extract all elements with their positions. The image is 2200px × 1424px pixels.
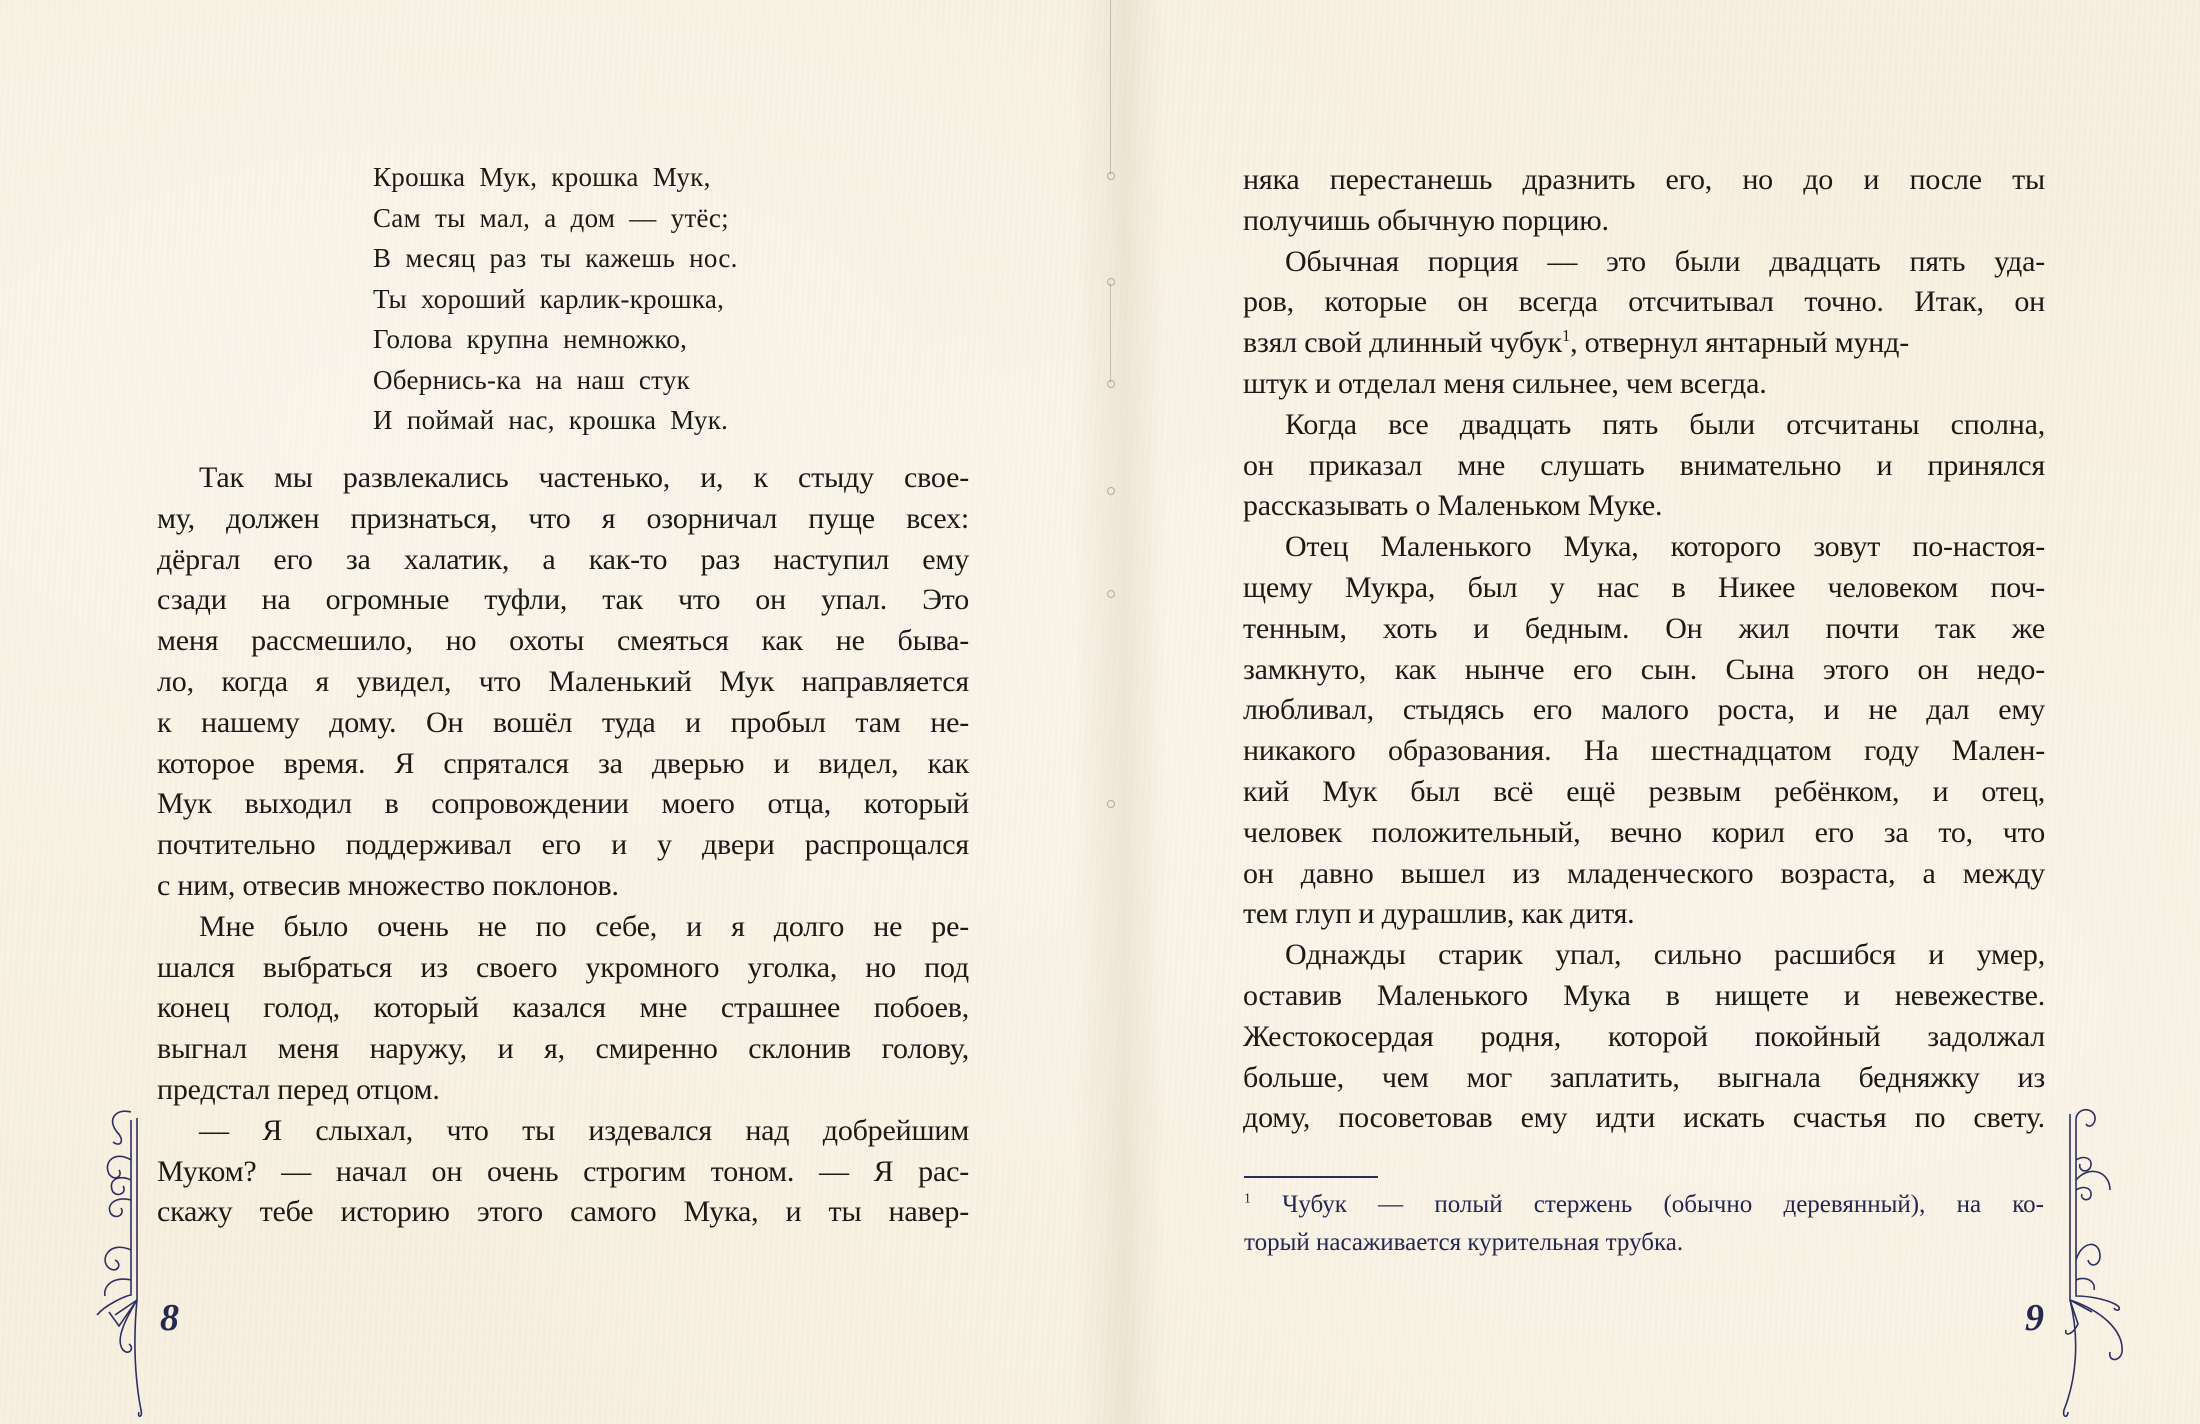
text-line: никакого образования. На шестнадцатом году Мален- (1243, 734, 2045, 768)
text-line: Отец Маленького Мука, которого зовут по-настоя- (1285, 530, 2045, 564)
verse-line: Обернись-ка на наш стук (373, 364, 691, 395)
text-line: — Я слыхал, что ты издевался над добрейшим (199, 1113, 969, 1147)
text-line: рассказывать о Маленьком Муке. (1243, 489, 1663, 523)
text-line: сзади на огромные туфли, так что он упал. Это (157, 583, 969, 617)
text-line: му, должен признаться, что я озорничал пуще всех: (157, 501, 969, 535)
verse-line: Ты хороший карлик-крошка, (373, 283, 725, 314)
binding-thread (1110, 0, 1111, 175)
text-line: тенным, хоть и бедным. Он жил почти так же (1243, 611, 2045, 645)
footnote-text: Чубук — полый стержень (обычно деревянный), на ко- (1282, 1191, 2045, 1218)
binding-stitch (1107, 590, 1115, 598)
text-line: почтительно поддерживал его и у двери распрощался (157, 828, 969, 862)
binding-stitch (1107, 380, 1115, 388)
text-line: которое время. Я спрятался за дверью и видел, как (157, 746, 969, 780)
text-line: Однажды старик упал, сильно расшибся и умер, (1285, 938, 2045, 972)
text-line: он приказал мне слушать внимательно и принялся (1243, 448, 2045, 482)
text-fragment: , отвернул янтарный мунд- (1570, 326, 1910, 360)
footnote-reference[interactable]: 1 (1562, 326, 1571, 346)
text-line: Когда все двадцать пять были отсчитаны сполна, (1285, 407, 2045, 441)
text-line: ров, которые он всегда отсчитывал точно. Итак, он (1243, 285, 2045, 319)
text-line: с ним, отвесив множество поклонов. (157, 868, 619, 902)
text-line: Мук выходил в сопровождении моего отца, который (157, 787, 969, 821)
binding-stitch (1107, 278, 1115, 286)
flourish-ornament-left (95, 1100, 185, 1420)
text-line: щему Мукра, был у нас в Никее человеком поч- (1243, 570, 2045, 604)
footnote-line: торый насаживается курительная трубка. (1244, 1229, 1684, 1256)
verse-line: И поймай нас, крошка Мук. (373, 405, 729, 435)
right-page (1120, 0, 2200, 1424)
text-line: любливал, стыдясь его малого роста, и не дал ему (1243, 693, 2045, 727)
text-line: штук и отделал меня сильнее, чем всегда. (1243, 366, 1767, 400)
text-line: скажу тебе историю этого самого Мука, и ты навер- (157, 1195, 969, 1229)
body-text (157, 458, 969, 1233)
text-line: человек положительный, вечно корил его за то, что (1243, 815, 2045, 849)
body-text (1243, 160, 2045, 1139)
text-line: дому, посоветовав ему идти искать счастья по свету. (1243, 1101, 2045, 1135)
page-number: 9 (2025, 1297, 2044, 1339)
binding-stitch (1107, 800, 1115, 808)
text-line: Мне было очень не по себе, и я долго не ре- (199, 909, 969, 943)
footnote-marker: 1 (1244, 1190, 1251, 1206)
text-line: он давно вышел из младенческого возраста, а между (1243, 856, 2045, 890)
text-line: няка перестанешь дразнить его, но до и после ты (1243, 163, 2045, 196)
footnote-divider (1244, 1176, 1378, 1178)
text-line: к нашему дому. Он вошёл туда и пробыл там не- (157, 705, 969, 739)
text-line: Обычная порция — это были двадцать пять уда- (1285, 244, 2045, 278)
text-line: конец голод, который казался мне страшнее побоев, (157, 991, 969, 1025)
flourish-ornament-right (2060, 1100, 2150, 1420)
footnote (1244, 1186, 2044, 1262)
text-line: предстал перед отцом. (157, 1072, 440, 1106)
text-fragment: взял свой длинный чубук (1243, 326, 1563, 360)
text-line: ло, когда я увидел, что Маленький Мук направляется (157, 664, 969, 698)
text-line: выгнал меня наружу, и я, смиренно склонив голову, (157, 1032, 969, 1066)
binding-stitch (1107, 487, 1115, 495)
verse-line: Крошка Мук, крошка Мук, (373, 162, 711, 192)
text-line: шался выбраться из своего укромного уголка, но под (157, 950, 969, 984)
text-line: Муком? — начал он очень строгим тоном. — Я рас- (157, 1154, 969, 1188)
text-line: кий Мук был всё ещё резвым ребёнком, и отец, (1243, 774, 2045, 808)
text-line: Так мы развлекались частенько, и, к стыду свое- (199, 461, 969, 494)
text-line (1243, 323, 2045, 364)
footnote-line (1244, 1186, 2044, 1224)
text-line: меня рассмешило, но охоты смеяться как не быва- (157, 624, 969, 658)
text-line: Жестокосердая родня, которой покойный задолжал (1243, 1019, 2045, 1053)
verse-line: Сам ты мал, а дом — утёс; (373, 202, 729, 233)
text-line: замкнуто, как нынче его сын. Сына этого он недо- (1243, 652, 2045, 686)
binding-thread (1110, 283, 1111, 383)
verse-line: Голова крупна немножко, (373, 324, 688, 354)
text-line: получишь обычную порцию. (1243, 203, 1609, 237)
text-line: оставив Маленького Мука в нищете и невежестве. (1243, 978, 2045, 1012)
text-line: дёргал его за халатик, а как-то раз наступил ему (157, 542, 969, 576)
text-line: больше, чем мог заплатить, выгнала бедняжку из (1243, 1060, 2045, 1094)
verse (373, 157, 738, 441)
text-line: тем глуп и дурашлив, как дитя. (1243, 897, 1635, 931)
page-number: 8 (160, 1297, 179, 1339)
verse-line: В месяц раз ты кажешь нос. (373, 243, 738, 273)
binding-stitch (1107, 172, 1115, 180)
